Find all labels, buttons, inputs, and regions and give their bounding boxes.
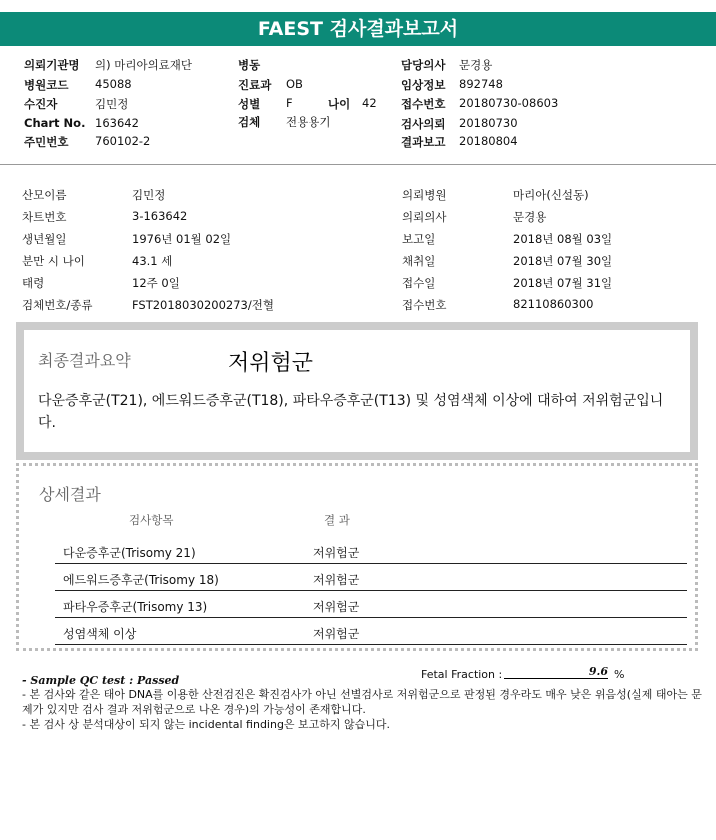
report-title: FAEST 검사결과보고서 <box>0 12 716 46</box>
patient-value: FST2018030200273/전혈 <box>132 298 274 312</box>
test-item: 다운증후군(Trisomy 21) <box>63 546 196 560</box>
patient-value: 82110860300 <box>513 297 594 311</box>
receipt-no-value: 20180730-08603 <box>459 96 559 110</box>
patient-label: 접수일 <box>402 276 436 290</box>
doctor-value: 문경용 <box>459 58 493 72</box>
disclaimer-note: - 본 검사 상 분석대상이 되지 않는 incidental finding은 보고하지 않습니다. <box>22 718 391 731</box>
chart-no-value: 163642 <box>95 116 139 130</box>
column-header-item: 검사항목 <box>129 513 174 527</box>
fetal-fraction-value: 9.6 <box>504 665 608 679</box>
patient-value: 김민정 <box>132 188 166 202</box>
patient-label: 검체번호/종류 <box>22 298 93 312</box>
patient-label: 보고일 <box>402 232 436 246</box>
specimen-label: 검체 <box>238 115 261 129</box>
report-info-section <box>0 52 716 165</box>
disclaimer-note: - 본 검사와 같은 태아 DNA를 이용한 산전검진은 확진검사가 아닌 선별검사로 저위험군으로 판정된 경우라도 매우 낮은 위음성(실제 태아는 문제가 있지만 검사 결과 저위험군으로 나온 경우)의 가능성이 존재합니다. <box>22 688 702 716</box>
patient-value: 3-163642 <box>132 209 188 223</box>
report-date-value: 20180804 <box>459 134 518 148</box>
table-row <box>55 537 687 564</box>
test-result: 저위험군 <box>313 627 360 641</box>
final-summary-box <box>16 322 698 460</box>
table-row <box>55 564 687 591</box>
request-date-label: 검사의뢰 <box>401 117 446 131</box>
patient-label: 분만 시 나이 <box>22 254 85 268</box>
patient-label: 생년월일 <box>22 232 67 246</box>
column-header-result: 결 과 <box>324 513 350 527</box>
patient-value: 마리아(신설동) <box>513 188 589 202</box>
final-summary-description: 다운증후군(T21), 에드워드증후군(T18), 파타우증후군(T13) 및 성염색체 이상에 대하여 저위험군입니다. <box>38 393 664 431</box>
chart-no-label: Chart No. <box>24 116 86 130</box>
age-value: 42 <box>362 96 377 110</box>
clinical-label: 임상정보 <box>401 78 446 92</box>
patient-value: 2018년 07월 30일 <box>513 254 613 268</box>
patient-label: 채취일 <box>402 254 436 268</box>
test-result: 저위험군 <box>313 573 360 587</box>
institution-label: 의뢰기관명 <box>24 58 80 72</box>
doctor-label: 담당의사 <box>401 58 446 72</box>
patient-value: 2018년 08월 03일 <box>513 232 613 246</box>
fetal-fraction-unit: % <box>614 668 625 681</box>
ward-label: 병동 <box>238 58 261 72</box>
disclaimer-notes <box>22 687 712 732</box>
patient-value: 12주 0일 <box>132 276 180 290</box>
clinical-value: 892748 <box>459 77 503 91</box>
test-item: 에드워드증후군(Trisomy 18) <box>63 573 219 587</box>
patient-label: 차트번호 <box>22 210 67 224</box>
patient-label: 접수번호 <box>402 298 447 312</box>
test-result: 저위험군 <box>313 546 360 560</box>
test-result: 저위험군 <box>313 600 360 614</box>
specimen-value: 전용용기 <box>286 115 331 129</box>
test-item: 성염색체 이상 <box>63 627 137 641</box>
hospital-code-value: 45088 <box>95 77 132 91</box>
detail-results-title: 상세결과 <box>39 485 101 504</box>
patient-label: 의뢰병원 <box>402 188 447 202</box>
resident-no-value: 760102-2 <box>95 134 151 148</box>
patient-value: 문경용 <box>513 210 547 224</box>
final-summary-title: 최종결과요약 <box>38 351 131 370</box>
institution-value: 의) 마리아의료재단 <box>95 58 193 72</box>
sex-label: 성별 <box>238 97 261 111</box>
final-summary-result: 저위험군 <box>228 351 314 376</box>
receipt-no-label: 접수번호 <box>401 97 446 111</box>
dept-label: 진료과 <box>238 78 272 92</box>
patient-label: 태령 <box>22 276 45 290</box>
patient-value: 1976년 01월 02일 <box>132 232 232 246</box>
table-row <box>55 591 687 618</box>
dept-value: OB <box>286 77 303 91</box>
patient-label: 의뢰의사 <box>402 210 447 224</box>
request-date-value: 20180730 <box>459 116 518 130</box>
receiver-value: 김민정 <box>95 97 129 111</box>
resident-no-label: 주민번호 <box>24 135 69 149</box>
hospital-code-label: 병원코드 <box>24 78 69 92</box>
test-item: 파타우증후군(Trisomy 13) <box>63 600 208 614</box>
patient-value: 43.1 세 <box>132 254 173 268</box>
sample-qc-status: - Sample QC test : Passed <box>22 674 180 687</box>
patient-value: 2018년 07월 31일 <box>513 276 613 290</box>
patient-label: 산모이름 <box>22 188 67 202</box>
receiver-label: 수진자 <box>24 97 58 111</box>
sex-value: F <box>286 96 293 110</box>
age-label: 나이 <box>328 97 351 111</box>
report-date-label: 결과보고 <box>401 135 446 149</box>
detail-results-box <box>16 463 698 651</box>
final-summary-panel <box>24 330 690 452</box>
table-row <box>55 618 687 645</box>
fetal-fraction-label: Fetal Fraction : <box>421 668 503 681</box>
